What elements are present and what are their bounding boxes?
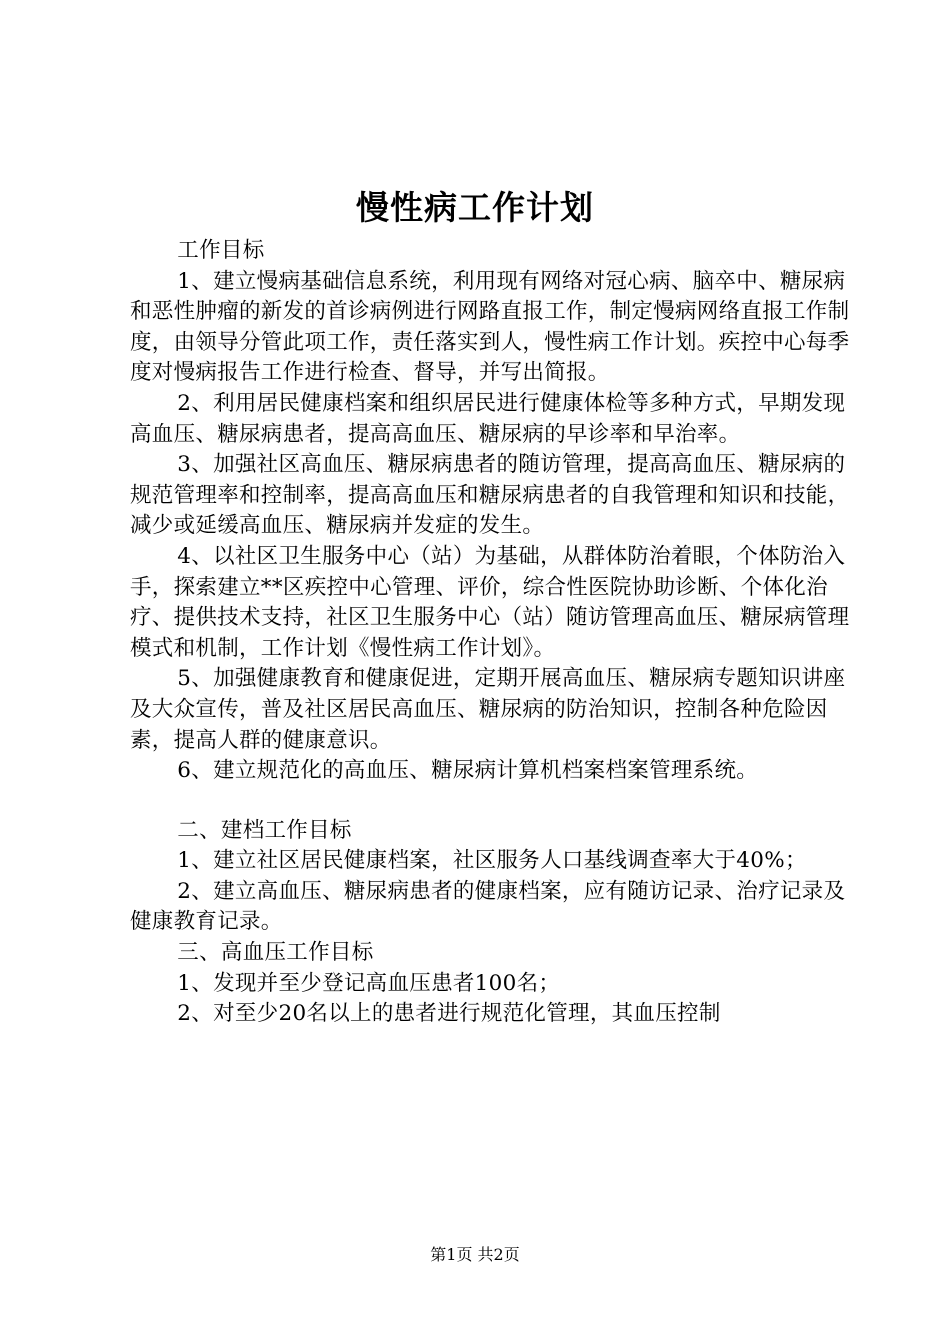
paragraph-goal-2: 2、利用居民健康档案和组织居民进行健康体检等多种方式，早期发现高血压、糖尿病患者，提高高血压、糖尿病的早诊率和早治率。: [130, 390, 846, 447]
paragraph-work-goals-heading: 工作目标: [177, 238, 265, 263]
paragraph-goal-4: 4、以社区卫生服务中心（站）为基础，从群体防治着眼，个体防治入手，探索建立**区疾控中心管理、评价，综合性医院协助诊断、个体化治疗、提供技术支持，社区卫生服务中心（站）随访管理高血压、糖尿病管理模式和机制，工作计划《慢性病工作计划》。: [130, 543, 850, 661]
paragraph-goal-1: 1、建立慢病基础信息系统，利用现有网络对冠心病、脑卒中、糖尿病和恶性肿瘤的新发的首诊病例进行网路直报工作，制定慢病网络直报工作制度，由领导分管此项工作，责任落实到人，慢性病工作计划。疾控中心每季度对慢病报告工作进行检查、督导，并写出简报。: [130, 268, 850, 386]
paragraph-archive-1: 1、建立社区居民健康档案，社区服务人口基线调查率大于40%；: [177, 848, 807, 874]
paragraph-goal-3: 3、加强社区高血压、糖尿病患者的随访管理，提高高血压、糖尿病的规范管理率和控制率，提高高血压和糖尿病患者的自我管理和知识和技能，减少或延缓高血压、糖尿病并发症的发生。: [130, 452, 850, 539]
paragraph-hypertension-1: 1、发现并至少登记高血压患者100名；: [177, 970, 561, 996]
page-footer: 第1页 共2页: [430, 1245, 520, 1264]
paragraph-goal-5: 5、加强健康教育和健康促进，定期开展高血压、糖尿病专题知识讲座及大众宣传，普及社区居民高血压、糖尿病的防治知识，控制各种危险因素，提高人群的健康意识。: [130, 666, 846, 753]
document-body: [130, 236, 850, 1030]
section-heading-archive-goals: 二、建档工作目标: [177, 817, 352, 843]
document-title: 慢性病工作计划: [356, 188, 594, 227]
section-heading-hypertension-goals: 三、高血压工作目标: [177, 940, 374, 966]
paragraph-goal-6: 6、建立规范化的高血压、糖尿病计算机档案档案管理系统。: [177, 758, 759, 784]
paragraph-hypertension-2: 2、对至少20名以上的患者进行规范化管理，其血压控制: [177, 1001, 721, 1027]
paragraph-archive-2: 2、建立高血压、糖尿病患者的健康档案，应有随访记录、治疗记录及健康教育记录。: [130, 878, 846, 935]
